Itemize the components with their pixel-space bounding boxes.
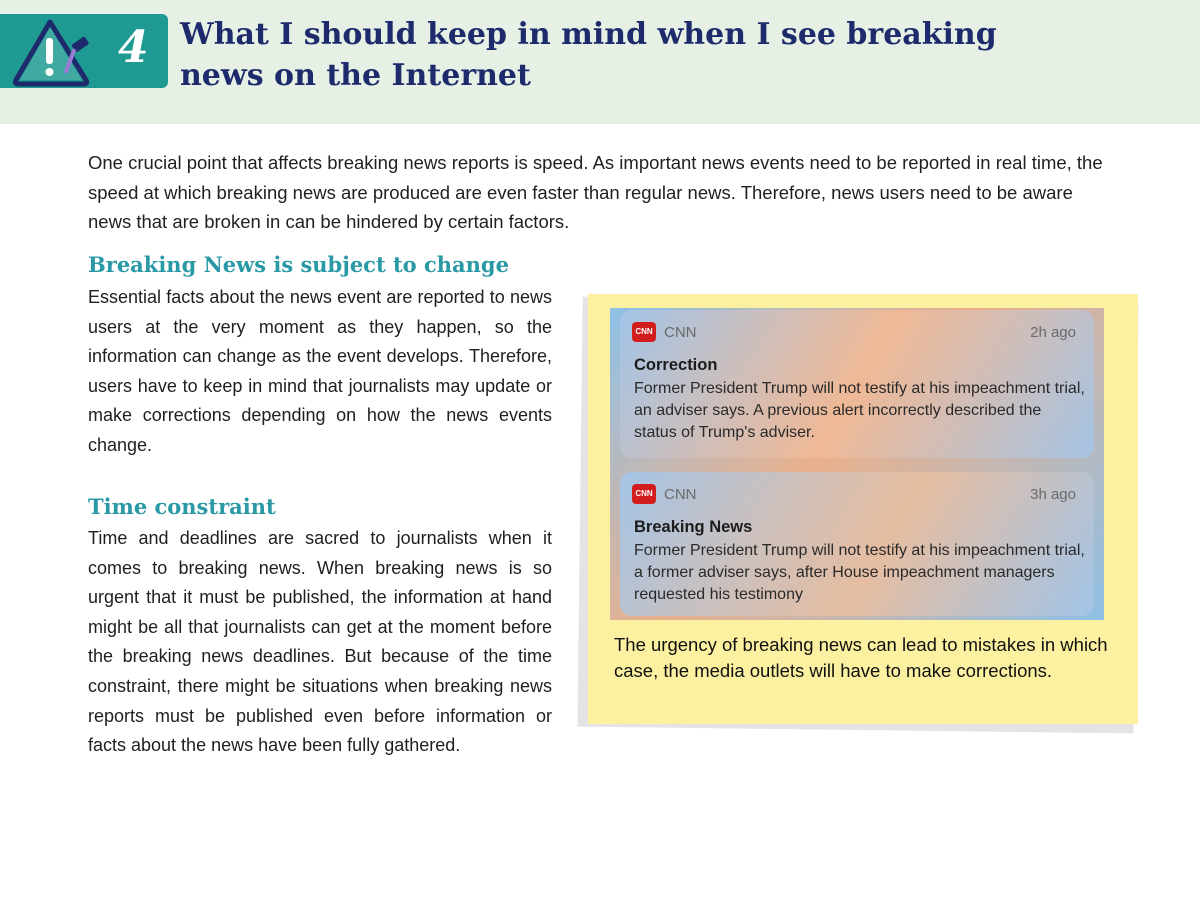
notification-title: Correction <box>634 356 718 374</box>
cnn-logo-icon: CNN <box>632 484 656 504</box>
section-number: 4 <box>118 22 149 73</box>
paragraph-time-constraint: Time and deadlines are sacred to journalists when it comes to breaking news. When breaking news is so urgent that it must be published, the information at hand might be all that journalists can get at the moment before the breaking news deadlines. But because of the time constraint, there might be situations when breaking news reports must be published even before information or facts about the news have been fully gathered. <box>88 528 552 756</box>
warning-triangle-with-gavel-icon <box>10 18 100 93</box>
cnn-logo-icon: CNN <box>632 322 656 342</box>
page-title: What I should keep in mind when I see breaking news on the Internet <box>180 17 997 93</box>
notification-app-name: CNN <box>664 324 697 341</box>
notification-card <box>620 310 1094 458</box>
notification-body: Former President Trump will not testify at his impeachment trial, an adviser says. A previous alert incorrectly described the status of Trump's adviser. <box>634 380 1085 441</box>
section-header <box>0 0 1200 124</box>
notification-app-name: CNN <box>664 486 697 503</box>
heading-time-constraint: Time constraint <box>88 494 276 519</box>
figure-caption: The urgency of breaking news can lead to mistakes in which case, the media outlets will have to make corrections. <box>614 634 1108 681</box>
intro-paragraph: One crucial point that affects breaking news reports is speed. As important news events need to be reported in real time, the speed at which breaking news are produced are even faster than regular news. Therefore, news users need to be aware news that are broken in can be hindered by certain factors. <box>88 152 1103 232</box>
notification-time: 2h ago <box>1030 324 1076 341</box>
notification-screenshot <box>610 308 1104 620</box>
paragraph-breaking-news-change: Essential facts about the news event are reported to news users at the very moment as they happen, so the information can change as the event develops. Therefore, users have to keep in mind that journalists may update or make corrections depending on how the news events change. <box>88 287 552 455</box>
notification-body: Former President Trump will not testify at his impeachment trial, a former adviser says, after House impeachment managers requested his testimony <box>634 542 1085 603</box>
notification-title: Breaking News <box>634 518 753 536</box>
heading-breaking-news-change: Breaking News is subject to change <box>88 252 509 277</box>
section-badge <box>0 14 168 88</box>
sticky-note-figure <box>588 294 1138 724</box>
notification-time: 3h ago <box>1030 486 1076 503</box>
notification-card <box>620 472 1094 616</box>
